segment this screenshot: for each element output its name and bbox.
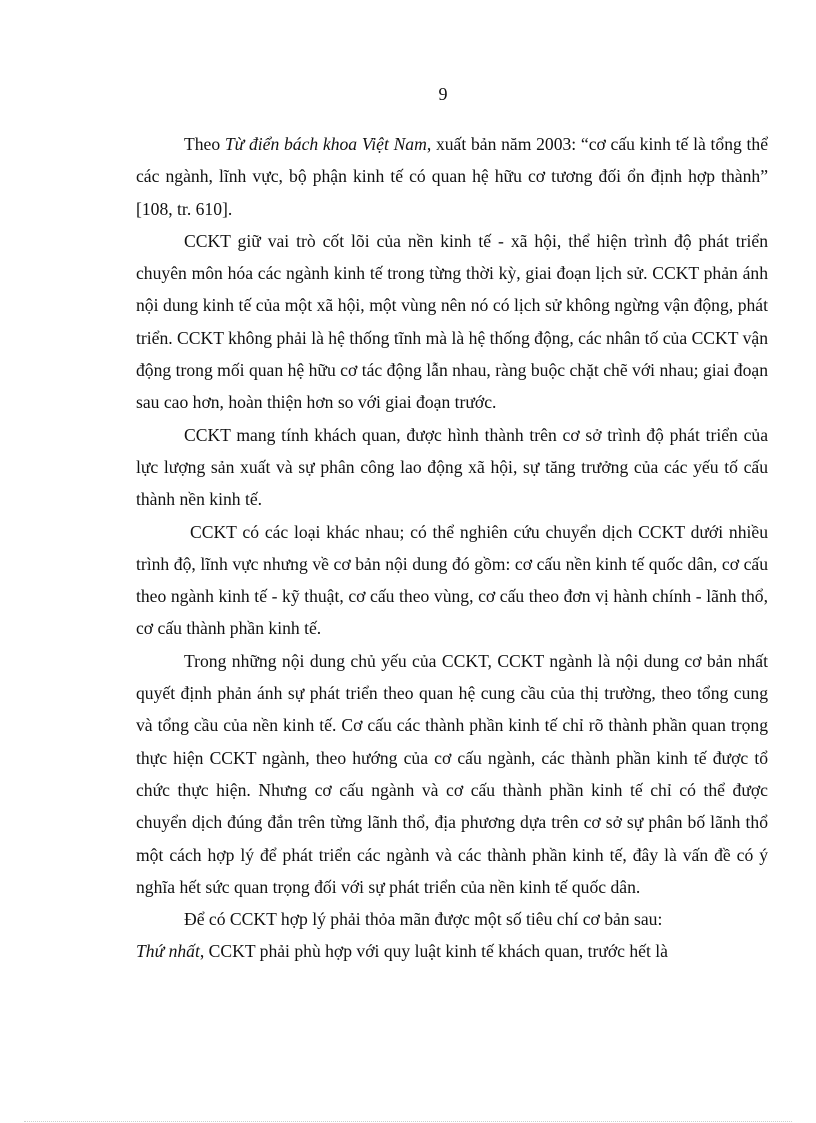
- first-criterion-text: , CCKT phải phù hợp với quy luật kinh tế khách quan, trước hết là: [199, 941, 668, 962]
- first-criterion-label: Thứ nhất: [136, 941, 200, 962]
- paragraph-objective: CCKT mang tính khách quan, được hình thành trên cơ sở trình độ phát triển của lực lượng sản xuất và sự phân công lao động xã hội, sự tăng trưởng của các yếu tố cấu thành nền kinh tế.: [136, 424, 768, 510]
- document-body: [136, 128, 768, 968]
- paragraph-definition-text: , xuất bản năm 2003: “cơ cấu kinh tế là tổng thể các ngành, lĩnh vực, bộ phận kinh tế có quan hệ hữu cơ tương đối ổn định hợp thành” [108, tr. 610].: [136, 134, 768, 219]
- page-bottom-rule: [24, 1121, 792, 1122]
- dictionary-title: Từ điển bách khoa Việt Nam: [224, 134, 427, 154]
- paragraph-types: CCKT có các loại khác nhau; có thể nghiên cứu chuyển dịch CCKT dưới nhiều trình độ, lĩnh vực nhưng về cơ bản nội dung đó gồm: cơ cấu nền kinh tế quốc dân, cơ cấu theo ngành kinh tế - kỹ thuật, cơ cấu theo vùng, cơ cấu theo đơn vị hành chính - lãnh thổ, cơ cấu thành phần kinh tế.: [136, 521, 768, 639]
- paragraph-definition: [136, 128, 768, 225]
- page-number: 9: [438, 84, 448, 104]
- paragraph-role: CCKT giữ vai trò cốt lõi của nền kinh tế - xã hội, thể hiện trình độ phát triển chuyên môn hóa các ngành kinh tế trong từng thời kỳ, giai đoạn lịch sử. CCKT phản ánh nội dung kinh tế của một xã hội, một vùng nên nó có lịch sử không ngừng vận động, phát triển. CCKT không phải là hệ thống tĩnh mà là hệ thống động, các nhân tố của CCKT vận động trong mối quan hệ hữu cơ tác động lẫn nhau, ràng buộc chặt chẽ với nhau; giai đoạn sau cao hơn, hoàn thiện hơn so với giai đoạn trước.: [136, 230, 768, 413]
- paragraph-definition-lead: Theo: [184, 134, 225, 154]
- paragraph-criteria-intro: Để có CCKT hợp lý phải thỏa mãn được một số tiêu chí cơ bản sau:: [184, 909, 663, 930]
- paragraph-first-criterion: [136, 935, 768, 967]
- paragraph-sector-structure: Trong những nội dung chủ yếu của CCKT, CCKT ngành là nội dung cơ bản nhất quyết định phản ánh sự phát triển theo quan hệ cung cầu của thị trường, theo tổng cung và tổng cầu của nền kinh tế. Cơ cấu các thành phần kinh tế chỉ rõ thành phần quan trọng thực hiện CCKT ngành, theo hướng của cơ cấu ngành, các thành phần kinh tế được tổ chức thực hiện. Nhưng cơ cấu ngành và cơ cấu thành phần kinh tế chỉ có thể được chuyển dịch đúng đắn trên từng lãnh thổ, địa phương dựa trên cơ sở sự phân bố lãnh thổ một cách hợp lý để phát triển các ngành và các thành phần kinh tế, đây là vấn đề có ý nghĩa hết sức quan trọng đối với sự phát triển của nền kinh tế quốc dân.: [136, 650, 768, 897]
